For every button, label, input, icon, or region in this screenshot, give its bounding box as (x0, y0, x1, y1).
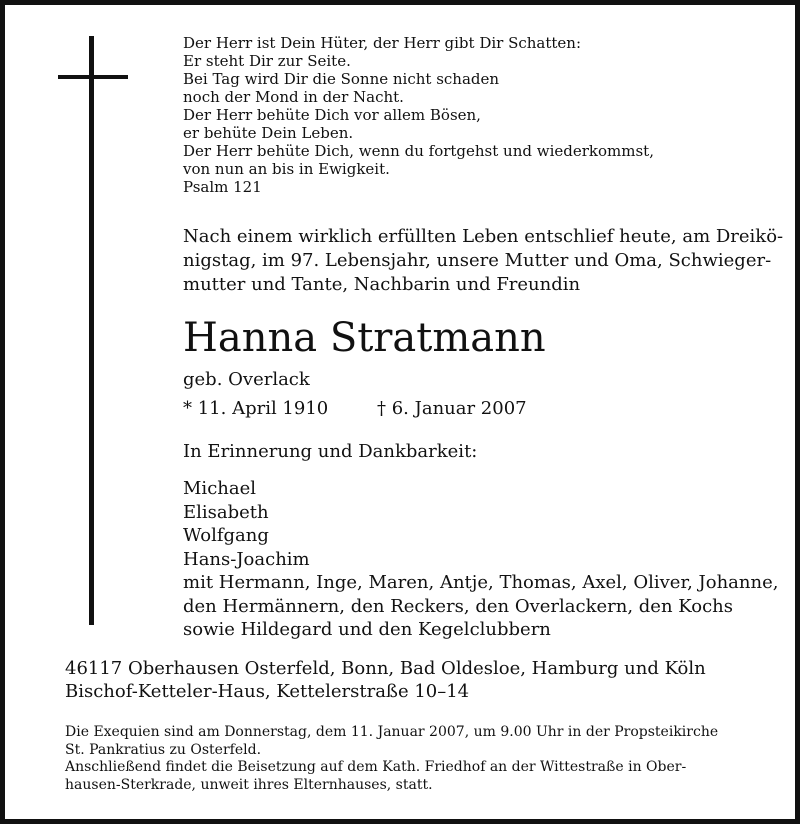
funeral-details (65, 724, 785, 794)
psalm-reference: Psalm 121 (183, 178, 262, 196)
psalm-line: Der Herr behüte Dich vor allem Bösen, (183, 106, 481, 124)
psalm-verse (183, 34, 763, 196)
psalm-line: noch der Mond in der Nacht. (183, 88, 404, 106)
mourner-line: Elisabeth (183, 501, 269, 523)
funeral-line: Die Exequien sind am Donnerstag, dem 11. Januar 2007, um 9.00 Uhr in der Propsteikirche (65, 724, 719, 740)
mourner-line: mit Hermann, Inge, Maren, Antje, Thomas, Axel, Oliver, Johanne, (183, 572, 779, 593)
funeral-line: Anschließend findet die Beisetzung auf dem Kath. Friedhof an der Wittestraße in Ober- (65, 759, 687, 775)
deceased-name: Hanna Stratmann (183, 315, 546, 361)
funeral-line: hausen-Sterkrade, unweit ihres Elternhauses, statt. (65, 776, 433, 793)
intro-line: Nach einem wirklich erfüllten Leben entschlief heute, am Dreikö- (183, 226, 784, 247)
psalm-line: er behüte Dein Leben. (183, 124, 354, 142)
birth-date: * 11. April 1910 (183, 398, 329, 419)
intro-line: nigstag, im 97. Lebensjahr, unsere Mutter und Oma, Schwieger- (183, 250, 772, 271)
mourner-line: den Hermännern, den Reckers, den Overlackern, den Kochs (183, 595, 733, 617)
mourner-line: sowie Hildegard und den Kegelclubbern (183, 619, 551, 640)
mourner-line: Michael (183, 478, 257, 499)
mourners-list (183, 477, 779, 642)
mourner-line: Hans-Joachim (183, 548, 310, 570)
address-line: Bischof-Ketteler-Haus, Kettelerstraße 10–14 (65, 681, 470, 702)
intro-line: mutter und Tante, Nachbarin und Freundin (183, 274, 581, 295)
psalm-line: Der Herr ist Dein Hüter, der Herr gibt Dir Schatten: (183, 34, 582, 52)
address-block (65, 657, 785, 703)
psalm-line: Er steht Dir zur Seite. (183, 52, 351, 70)
psalm-line: Der Herr behüte Dich, wenn du fortgehst und wiederkommst, (183, 142, 654, 160)
maiden-name: geb. Overlack (183, 369, 310, 390)
funeral-line: St. Pankratius zu Osterfeld. (65, 741, 262, 758)
death-date: † 6. Januar 2007 (377, 398, 527, 419)
cross-icon-vertical-bar (89, 36, 94, 625)
mourner-line: Wolfgang (183, 525, 269, 546)
intro-paragraph (183, 225, 784, 297)
psalm-line: von nun an bis in Ewigkeit. (183, 160, 390, 178)
cross-icon-horizontal-bar (58, 75, 128, 79)
psalm-line: Bei Tag wird Dir die Sonne nicht schaden (183, 70, 500, 88)
address-line: 46117 Oberhausen Osterfeld, Bonn, Bad Oldesloe, Hamburg und Köln (65, 658, 706, 679)
remembrance-heading: In Erinnerung und Dankbarkeit: (183, 441, 478, 462)
